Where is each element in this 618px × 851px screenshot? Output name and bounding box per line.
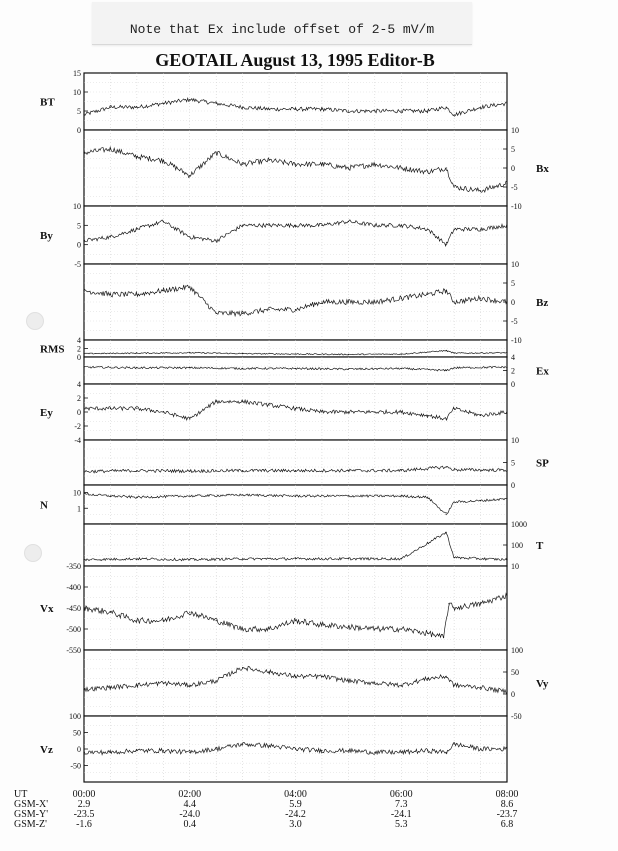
ephemeris-value: 3.0: [289, 819, 302, 830]
data-point: [268, 160, 269, 161]
data-point: [446, 290, 447, 291]
data-point: [216, 152, 217, 153]
data-point: [401, 470, 402, 471]
tick-label: 2: [511, 366, 515, 376]
data-point: [268, 309, 269, 310]
data-point: [321, 750, 322, 751]
data-point: [374, 682, 375, 683]
panel-label: N: [40, 499, 48, 512]
data-point: [242, 470, 243, 471]
data-point: [110, 408, 111, 409]
panel-label: Bz: [536, 297, 549, 309]
data-point: [242, 107, 243, 108]
data-point: [321, 411, 322, 412]
tick-label: -450: [66, 604, 81, 613]
ephemeris-row-label: UT: [14, 789, 28, 800]
data-point: [480, 107, 481, 108]
data-point: [401, 558, 402, 559]
panel-vx: [40, 562, 508, 655]
data-point: [321, 164, 322, 165]
tick-label: -550: [66, 646, 81, 655]
data-point: [348, 221, 349, 222]
data-point: [374, 628, 375, 629]
tick-label: 10: [73, 488, 81, 498]
data-point: [136, 107, 137, 108]
ephemeris-value: 0.4: [183, 819, 196, 830]
data-point: [83, 607, 84, 608]
panel-t: [83, 520, 544, 571]
tick-label: -5: [74, 260, 81, 269]
data-point: [506, 498, 507, 499]
tick-label: 0: [77, 126, 81, 135]
data-point: [110, 236, 111, 237]
data-point: [295, 353, 296, 354]
tick-label: 15: [73, 69, 81, 78]
ephemeris-value: 2.9: [77, 799, 91, 810]
ephemeris-value: 04:00: [284, 789, 307, 800]
data-point: [321, 676, 322, 677]
tick-label: 50: [73, 728, 81, 738]
data-point: [348, 110, 349, 111]
data-point: [189, 752, 190, 753]
data-point: [242, 225, 243, 226]
data-point: [136, 156, 137, 157]
data-point: [110, 612, 111, 613]
panel-label: Vy: [536, 678, 549, 690]
ephemeris-value: 4.4: [183, 799, 196, 810]
data-point: [295, 620, 296, 621]
data-point: [163, 620, 164, 621]
data-point: [268, 628, 269, 629]
data-point: [189, 418, 190, 419]
data-point: [374, 225, 375, 226]
tick-label: -350: [66, 562, 81, 571]
data-point: [446, 676, 447, 677]
data-point: [83, 752, 84, 753]
panel-ey: [40, 380, 508, 445]
data-point: [136, 353, 137, 354]
ephemeris-value: 5.9: [289, 799, 302, 810]
tick-label: 0: [511, 298, 515, 307]
data-point: [448, 603, 449, 604]
data-point: [136, 558, 137, 559]
data-point: [454, 607, 455, 608]
data-point: [401, 167, 402, 168]
tick-label: 2: [77, 394, 81, 403]
ephemeris-row-label: GSM-X': [14, 799, 49, 810]
data-point: [480, 603, 481, 604]
panel-bt: [40, 69, 508, 135]
data-point: [348, 369, 349, 370]
data-point: [136, 470, 137, 471]
panel-label: Bx: [536, 163, 549, 175]
panel-sp: [83, 436, 549, 490]
data-point: [427, 750, 428, 751]
data-point: [110, 752, 111, 753]
data-point: [83, 408, 84, 409]
tick-label: -4: [74, 436, 81, 445]
data-point: [216, 240, 217, 241]
data-point: [242, 164, 243, 165]
data-point: [506, 748, 507, 749]
data-point: [348, 750, 349, 751]
ephemeris-value: 06:00: [389, 789, 413, 800]
ephemeris-value: 6.8: [500, 819, 514, 830]
data-point: [427, 678, 428, 679]
data-point: [454, 557, 455, 558]
tick-label: 5: [77, 221, 81, 231]
data-point: [163, 682, 164, 683]
data-point: [110, 148, 111, 149]
tick-label: 10: [73, 88, 81, 97]
data-point: [401, 495, 402, 496]
tick-label: 0: [77, 353, 81, 362]
data-point: [454, 367, 455, 368]
data-point: [83, 290, 84, 291]
data-point: [348, 470, 349, 471]
data-point: [401, 298, 402, 299]
data-point: [427, 633, 428, 634]
data-point: [454, 301, 455, 302]
data-point: [110, 495, 111, 496]
tick-label: 4: [511, 353, 515, 362]
data-point: [83, 493, 84, 494]
data-point: [295, 470, 296, 471]
data-point: [506, 367, 507, 368]
data-point: [295, 109, 296, 110]
data-point: [506, 301, 507, 302]
data-point: [136, 408, 137, 409]
ephemeris-value: 5.3: [395, 819, 408, 830]
data-point: [506, 411, 507, 412]
data-point: [480, 298, 481, 299]
data-point: [216, 313, 217, 314]
data-point: [454, 408, 455, 409]
data-point: [163, 750, 164, 751]
data-point: [295, 309, 296, 310]
panel-vz: [40, 712, 508, 782]
tick-label: 5: [77, 107, 81, 116]
data-point: [446, 466, 447, 467]
data-point: [401, 411, 402, 412]
data-point: [268, 225, 269, 226]
data-point: [163, 160, 164, 161]
data-point: [321, 301, 322, 302]
ephemeris-value: 08:00: [495, 789, 519, 800]
data-point: [295, 408, 296, 409]
data-point: [136, 497, 137, 498]
ephemeris-value: -24.2: [285, 809, 306, 820]
data-point: [189, 559, 190, 560]
data-point: [136, 229, 137, 230]
data-point: [443, 637, 444, 638]
data-point: [83, 114, 84, 115]
data-point: [295, 368, 296, 369]
data-point: [446, 350, 447, 351]
data-point: [506, 225, 507, 226]
tick-label: 1000: [511, 520, 527, 529]
tick-label: 10: [511, 126, 519, 135]
panel-label: SP: [536, 457, 549, 470]
panel-frame: [84, 357, 507, 384]
tick-label: 5: [511, 279, 515, 288]
data-point: [268, 671, 269, 672]
data-point: [454, 186, 455, 187]
tick-label: 0: [511, 380, 515, 389]
data-point: [216, 680, 217, 681]
data-point: [446, 752, 447, 753]
ephemeris-value: -1.6: [76, 819, 92, 830]
chart-title: GEOTAIL August 13, 1995 Editor-B: [155, 50, 435, 70]
data-point: [348, 167, 349, 168]
data-point: [348, 680, 349, 681]
data-point: [136, 620, 137, 621]
data-point: [427, 497, 428, 498]
data-point: [295, 495, 296, 496]
data-point: [374, 301, 375, 302]
data-point: [136, 294, 137, 295]
data-point: [454, 229, 455, 230]
data-point: [480, 415, 481, 416]
data-point: [506, 103, 507, 104]
tick-label: 10: [511, 436, 519, 445]
data-point: [321, 109, 322, 110]
tick-label: 5: [511, 458, 515, 468]
data-point: [506, 595, 507, 596]
data-point: [446, 532, 447, 533]
data-point: [480, 748, 481, 749]
panel-n: [40, 485, 508, 524]
data-point: [242, 401, 243, 402]
data-point: [136, 367, 137, 368]
data-point: [216, 103, 217, 104]
tick-label: 0: [511, 164, 515, 173]
data-point: [295, 164, 296, 165]
data-point: [506, 352, 507, 353]
ephemeris-row-label: GSM-Z': [14, 819, 47, 830]
ephemeris-value: -23.7: [496, 809, 518, 820]
data-point: [454, 501, 455, 502]
data-point: [348, 301, 349, 302]
data-point: [401, 110, 402, 111]
data-point: [401, 685, 402, 686]
data-point: [242, 313, 243, 314]
panel-bx: [83, 126, 549, 211]
tick-label: -5: [511, 183, 518, 192]
tick-label: 0: [511, 690, 515, 699]
data-point: [374, 752, 375, 753]
data-point: [454, 685, 455, 686]
panel-label: By: [40, 230, 53, 242]
ephemeris-value: 02:00: [178, 789, 202, 800]
data-point: [348, 626, 349, 627]
tick-label: -5: [511, 317, 518, 326]
data-point: [189, 175, 190, 176]
data-point: [189, 367, 190, 368]
tick-label: 5: [511, 145, 515, 154]
data-point: [163, 411, 164, 412]
tick-label: 10: [511, 562, 519, 571]
panel-label: Vx: [40, 603, 54, 615]
data-point: [189, 470, 190, 471]
panel-label: Ey: [40, 407, 53, 419]
data-point: [427, 229, 428, 230]
data-point: [446, 244, 447, 245]
data-point: [480, 687, 481, 688]
data-point: [506, 559, 507, 560]
tick-label: 10: [73, 202, 81, 211]
data-point: [427, 171, 428, 172]
data-point: [268, 109, 269, 110]
data-point: [268, 404, 269, 405]
panel-label: T: [536, 540, 544, 552]
data-point: [163, 221, 164, 222]
data-point: [83, 367, 84, 368]
data-point: [242, 353, 243, 354]
tick-label: 0: [77, 240, 81, 250]
panel-vy: [83, 646, 549, 721]
tick-label: -10: [511, 202, 522, 211]
data-point: [242, 743, 243, 744]
tick-label: -2: [74, 422, 81, 431]
data-point: [163, 290, 164, 291]
tick-label: 4: [77, 380, 81, 389]
data-point: [427, 110, 428, 111]
ephemeris-value: 7.3: [395, 799, 408, 810]
tick-label: 0: [511, 481, 515, 490]
data-point: [110, 687, 111, 688]
data-point: [110, 107, 111, 108]
data-point: [295, 225, 296, 226]
data-point: [83, 559, 84, 560]
ephemeris-value: -23.5: [73, 809, 95, 820]
data-point: [348, 495, 349, 496]
data-point: [348, 411, 349, 412]
data-point: [446, 370, 447, 371]
panel-bz: [83, 260, 548, 345]
tick-label: -500: [66, 625, 81, 634]
data-point: [401, 225, 402, 226]
tick-label: -50: [70, 761, 81, 771]
data-point: [216, 401, 217, 402]
data-point: [427, 294, 428, 295]
data-point: [295, 676, 296, 677]
data-point: [374, 411, 375, 412]
panel-by: [40, 202, 508, 269]
tick-label: 0: [77, 745, 81, 754]
data-point: [295, 558, 296, 559]
data-point: [189, 352, 190, 353]
data-point: [83, 689, 84, 690]
data-point: [189, 286, 190, 287]
tick-label: 100: [511, 646, 523, 655]
tick-label: 50: [511, 668, 519, 677]
data-point: [454, 743, 455, 744]
data-point: [321, 624, 322, 625]
data-point: [242, 667, 243, 668]
data-point: [401, 752, 402, 753]
data-point: [446, 107, 447, 108]
data-point: [189, 612, 190, 613]
tick-label: 10: [511, 260, 519, 269]
tick-label: 4: [77, 336, 81, 345]
data-point: [216, 620, 217, 621]
data-point: [401, 353, 402, 354]
data-point: [163, 103, 164, 104]
note-text: Note that Ex include offset of 2-5 mV/m: [129, 22, 435, 37]
data-point: [83, 152, 84, 153]
data-point: [136, 750, 137, 751]
data-point: [480, 500, 481, 501]
panel-label: BT: [40, 96, 55, 109]
ephemeris-value: 8.6: [500, 799, 514, 810]
data-point: [454, 353, 455, 354]
data-point: [242, 368, 243, 369]
data-point: [446, 514, 447, 515]
data-point: [83, 353, 84, 354]
tick-label: 0: [77, 408, 81, 417]
tick-label: 2: [77, 344, 81, 354]
tick-label: 1: [77, 504, 81, 514]
data-point: [189, 495, 190, 496]
data-point: [374, 110, 375, 111]
data-point: [480, 229, 481, 230]
data-point: [295, 748, 296, 749]
data-point: [242, 558, 243, 559]
ephemeris-value: 00:00: [72, 789, 96, 800]
tick-label: -400: [66, 583, 81, 592]
tick-label: -50: [511, 712, 522, 721]
data-point: [401, 628, 402, 629]
data-point: [189, 236, 190, 237]
data-point: [242, 494, 243, 495]
ephemeris-value: -24.0: [179, 809, 201, 820]
tick-label: 100: [511, 541, 523, 550]
panel-label: Ex: [536, 365, 549, 378]
data-point: [454, 114, 455, 115]
data-point: [480, 190, 481, 191]
data-point: [348, 558, 349, 559]
data-point: [454, 469, 455, 470]
data-point: [446, 167, 447, 168]
data-point: [401, 368, 402, 369]
data-point: [136, 685, 137, 686]
data-point: [446, 418, 447, 419]
panel-label: RMS: [40, 343, 65, 356]
data-point: [506, 183, 507, 184]
data-point: [348, 354, 349, 355]
data-point: [506, 691, 507, 692]
data-point: [83, 471, 84, 472]
tick-label: -10: [511, 336, 522, 345]
panel-label: Vz: [40, 744, 53, 756]
data-point: [374, 164, 375, 165]
data-point: [83, 240, 84, 241]
ephemeris-value: -24.1: [390, 809, 412, 820]
ephemeris-row-label: GSM-Y': [14, 809, 49, 820]
data-point: [110, 294, 111, 295]
data-point: [506, 470, 507, 471]
data-point: [427, 415, 428, 416]
data-point: [268, 745, 269, 746]
data-point: [189, 99, 190, 100]
tick-label: 100: [69, 712, 81, 721]
data-point: [321, 225, 322, 226]
data-point: [216, 748, 217, 749]
data-point: [189, 685, 190, 686]
data-point: [242, 628, 243, 629]
